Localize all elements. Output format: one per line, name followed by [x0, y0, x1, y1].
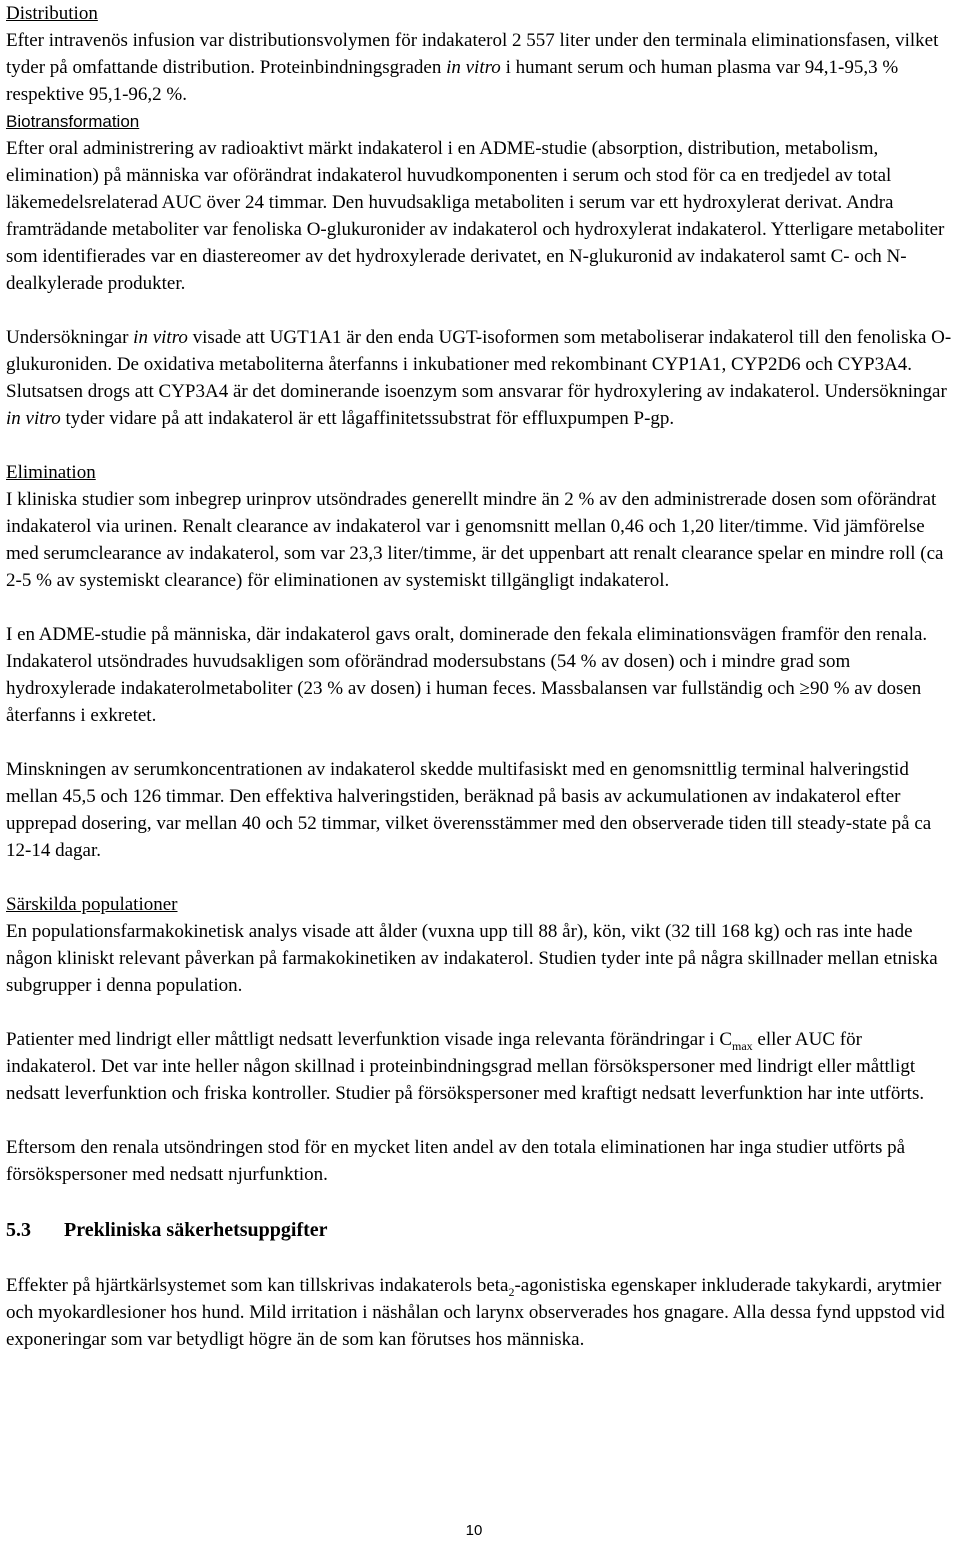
- elimination-paragraph-1: I kliniska studier som inbegrep urinprov utsöndrades generellt mindre än 2 % av den administrerade dosen som oförändrat indakaterol via urinen. Renalt clearance av indakaterol var i genomsnitt mellan 0,46 och 1,20 liter/timme. Vid jämförelse med serumclearance av indakaterol, som var 23,3 liter/timme, är det uppenbart att renalt clearance spelar en mindre roll (ca 2-5 % av systemiskt clearance) för eliminationen av systemiskt tillgängligt indakaterol.: [6, 489, 944, 591]
- elimination-heading: Elimination: [6, 462, 96, 483]
- elimination-paragraph-2: I en ADME-studie på människa, där indakaterol gavs oralt, dominerade den fekala eliminationsvägen framför den renala. Indakaterol utsöndrades huvudsakligen som oförändrad modersubstans (54 % av dosen) och i mindre grad som hydroxylerade indakaterolmetaboliter (23 % av dosen) i human feces. Massbalansen var fullständig och ≥90 % av dosen återfanns i exkretet.: [6, 624, 928, 726]
- distribution-paragraph: Efter intravenös infusion var distributionsvolymen för indakaterol 2 557 liter under den terminala eliminationsfasen, vilket tyder på omfattande distribution. Proteinbindningsgraden in vitro i humant serum och human plasma var 94,1-95,3 % respektive 95,1-96,2 %.: [6, 30, 939, 105]
- biotransformation-heading: Biotransformation: [6, 112, 140, 131]
- section-title-text: Prekliniska säkerhetsuppgifter: [64, 1219, 328, 1241]
- document-page: [6, 0, 954, 1353]
- biotransformation-paragraph-1: Efter oral administrering av radioaktivt märkt indakaterol i en ADME-studie (absorption, distribution, metabolism, elimination) på människa var oförändrat indakaterol huvudkomponenten i serum och stod för ca en tredjedel av total läkemedelsrelaterad AUC över 24 timmar. Den huvudsakliga metaboliten i serum var ett hydroxylerat derivat. Andra framträdande metaboliter var fenoliska O-glukuronider av indakaterol och hydroxylerat indakaterol. Ytterligare metaboliter som identifierades var en diastereomer av det hydroxylerade derivatet, en N-glukuronid av indakaterol samt C- och N-dealkylerade produkter.: [6, 138, 945, 294]
- distribution-heading: Distribution: [6, 3, 98, 24]
- special-populations-paragraph-3: Eftersom den renala utsöndringen stod för en mycket liten andel av den totala eliminationen har inga studier utförts på försökspersoner med nedsatt njurfunktion.: [6, 1137, 906, 1185]
- section-number: 5.3: [6, 1219, 31, 1241]
- special-populations-paragraph-2: Patienter med lindrigt eller måttligt nedsatt leverfunktion visade inga relevanta förändringar i $C_{max}$ eller AUC för indakaterol. Det var inte heller någon skillnad i proteinbindningsgrad mellan försökspersoner med lindrigt eller måttligt nedsatt leverfunktion och friska kontroller. Studier på försökspersoner med kraftigt nedsatt leverfunktion har inte utförts.: [6, 1029, 925, 1104]
- special-populations-paragraph-1: En populationsfarmakokinetisk analys visade att ålder (vuxna upp till 88 år), kön, vikt (32 till 168 kg) och ras inte hade någon kliniskt relevant påverkan på farmakokinetiken av indakaterol. Studien tyder inte på några skillnader mellan etniska subgrupper i denna population.: [6, 921, 938, 996]
- elimination-paragraph-3: Minskningen av serumkoncentrationen av indakaterol skedde multifasiskt med en genomsnittlig terminal halveringstid mellan 45,5 och 126 timmar. Den effektiva halveringstiden, beräknad på basis av ackumulationen av indakaterol efter upprepad dosering, var mellan 40 och 52 timmar, vilket överensstämmer med den observerade tiden till steady-state på ca 12-14 dagar.: [6, 759, 932, 861]
- page-number: 10: [465, 1522, 483, 1539]
- preclinical-section-title: [6, 1215, 954, 1245]
- preclinical-paragraph: Effekter på hjärtkärlsystemet som kan tillskrivas indakaterols beta$_2$-agonistiska egenskaper inkluderade takykardi, arytmier och myokardlesioner hos hund. Mild irritation i näshålan och larynx observerades hos gnagare. Alla dessa fynd uppstod vid exponeringar som var betydligt högre än de som kan förutses hos människa.: [6, 1275, 945, 1350]
- special-populations-heading: Särskilda populationer: [6, 894, 178, 915]
- biotransformation-paragraph-2: Undersökningar in vitro visade att UGT1A1 är den enda UGT-isoformen som metaboliserar indakaterol till den fenoliska O-glukuroniden. De oxidativa metaboliterna återfanns i inkubationer med rekombinant CYP1A1, CYP2D6 och CYP3A4. Slutsatsen drogs att CYP3A4 är det dominerande isoenzym som ansvarar för hydroxylering av indakaterol. Undersökningar in vitro tyder vidare på att indakaterol är ett lågaffinitetssubstrat för effluxpumpen P-gp.: [6, 327, 952, 429]
